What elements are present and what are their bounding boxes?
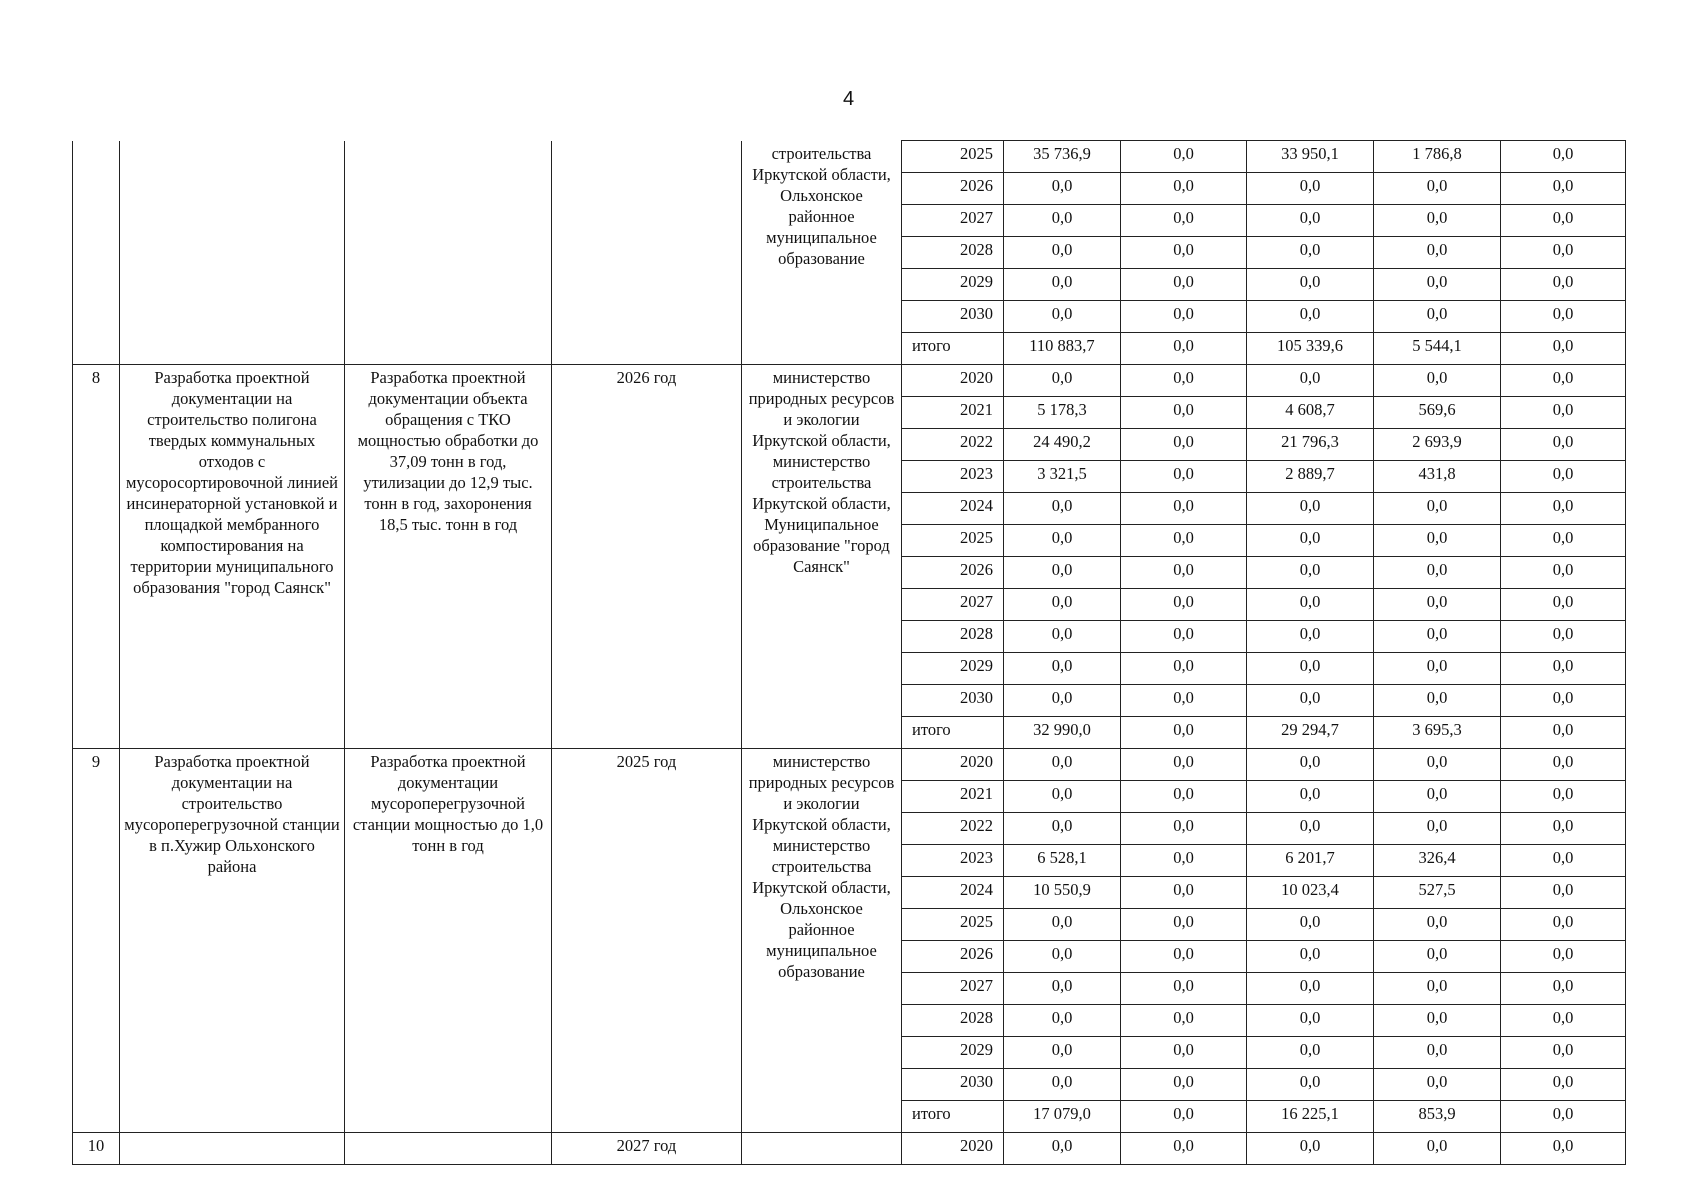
amount-cell-5: 0,0 <box>1501 269 1626 301</box>
amount-cell-3: 21 796,3 <box>1247 429 1374 461</box>
amount-cell-3: 0,0 <box>1247 173 1374 205</box>
amount-cell-5: 0,0 <box>1501 461 1626 493</box>
amount-cell-3: 0,0 <box>1247 941 1374 973</box>
amount-cell-5: 0,0 <box>1501 1069 1626 1101</box>
year-cell: 2024 <box>902 877 1004 909</box>
amount-cell-2: 0,0 <box>1121 1069 1247 1101</box>
year-cell: 2028 <box>902 1005 1004 1037</box>
amount-cell-3: 0,0 <box>1247 1037 1374 1069</box>
amount-cell-1: 0,0 <box>1004 1037 1121 1069</box>
amount-cell-4: 1 786,8 <box>1374 141 1501 173</box>
amount-cell-3: 105 339,6 <box>1247 333 1374 365</box>
amount-cell-4: 0,0 <box>1374 493 1501 525</box>
amount-cell-5: 0,0 <box>1501 141 1626 173</box>
amount-cell-3: 0,0 <box>1247 557 1374 589</box>
amount-cell-1: 5 178,3 <box>1004 397 1121 429</box>
amount-cell-1: 0,0 <box>1004 973 1121 1005</box>
amount-cell-5: 0,0 <box>1501 557 1626 589</box>
amount-cell-5: 0,0 <box>1501 1101 1626 1133</box>
amount-cell-1: 6 528,1 <box>1004 845 1121 877</box>
row-index <box>73 141 120 365</box>
amount-cell-1: 17 079,0 <box>1004 1101 1121 1133</box>
amount-cell-2: 0,0 <box>1121 973 1247 1005</box>
amount-cell-4: 0,0 <box>1374 813 1501 845</box>
amount-cell-2: 0,0 <box>1121 205 1247 237</box>
amount-cell-2: 0,0 <box>1121 781 1247 813</box>
event-title: Разработка проектной документации на строительство мусороперегрузочной станции в п.Хужир Ольхонского района <box>120 749 345 1133</box>
amount-cell-3: 0,0 <box>1247 205 1374 237</box>
amount-cell-4: 0,0 <box>1374 973 1501 1005</box>
year-cell: 2025 <box>902 141 1004 173</box>
amount-cell-4: 0,0 <box>1374 237 1501 269</box>
amount-cell-3: 0,0 <box>1247 301 1374 333</box>
amount-cell-2: 0,0 <box>1121 525 1247 557</box>
amount-cell-1: 35 736,9 <box>1004 141 1121 173</box>
amount-cell-5: 0,0 <box>1501 621 1626 653</box>
total-label: итого <box>902 717 1004 749</box>
amount-cell-1: 0,0 <box>1004 237 1121 269</box>
year-cell: 2025 <box>902 525 1004 557</box>
table-row <box>73 141 1626 173</box>
amount-cell-1: 0,0 <box>1004 941 1121 973</box>
amount-cell-2: 0,0 <box>1121 717 1247 749</box>
event-period: 2025 год <box>552 749 742 1133</box>
year-cell: 2025 <box>902 909 1004 941</box>
table-row <box>73 749 1626 781</box>
amount-cell-1: 0,0 <box>1004 813 1121 845</box>
amount-cell-4: 3 695,3 <box>1374 717 1501 749</box>
amount-cell-3: 0,0 <box>1247 909 1374 941</box>
amount-cell-4: 0,0 <box>1374 941 1501 973</box>
amount-cell-1: 0,0 <box>1004 173 1121 205</box>
amount-cell-1: 0,0 <box>1004 781 1121 813</box>
year-cell: 2020 <box>902 1133 1004 1165</box>
amount-cell-4: 0,0 <box>1374 173 1501 205</box>
amount-cell-2: 0,0 <box>1121 909 1247 941</box>
amount-cell-3: 0,0 <box>1247 621 1374 653</box>
amount-cell-2: 0,0 <box>1121 365 1247 397</box>
amount-cell-2: 0,0 <box>1121 685 1247 717</box>
amount-cell-1: 0,0 <box>1004 1133 1121 1165</box>
amount-cell-2: 0,0 <box>1121 461 1247 493</box>
event-executor: строительства Иркутской области, Ольхонское районное муниципальное образование <box>742 141 902 365</box>
event-description <box>345 141 552 365</box>
amount-cell-1: 0,0 <box>1004 621 1121 653</box>
year-cell: 2023 <box>902 845 1004 877</box>
year-cell: 2022 <box>902 429 1004 461</box>
amount-cell-3: 0,0 <box>1247 365 1374 397</box>
total-label: итого <box>902 1101 1004 1133</box>
amount-cell-5: 0,0 <box>1501 589 1626 621</box>
amount-cell-5: 0,0 <box>1501 973 1626 1005</box>
amount-cell-4: 326,4 <box>1374 845 1501 877</box>
amount-cell-4: 853,9 <box>1374 1101 1501 1133</box>
amount-cell-1: 10 550,9 <box>1004 877 1121 909</box>
row-index: 9 <box>73 749 120 1133</box>
event-executor <box>742 1133 902 1165</box>
table-row <box>73 1133 1626 1165</box>
amount-cell-2: 0,0 <box>1121 941 1247 973</box>
amount-cell-1: 0,0 <box>1004 685 1121 717</box>
budget-table-body <box>73 141 1626 1165</box>
amount-cell-4: 0,0 <box>1374 621 1501 653</box>
amount-cell-4: 5 544,1 <box>1374 333 1501 365</box>
year-cell: 2028 <box>902 621 1004 653</box>
amount-cell-1: 0,0 <box>1004 365 1121 397</box>
amount-cell-2: 0,0 <box>1121 589 1247 621</box>
year-cell: 2024 <box>902 493 1004 525</box>
budget-table <box>72 140 1626 1165</box>
amount-cell-2: 0,0 <box>1121 749 1247 781</box>
amount-cell-5: 0,0 <box>1501 237 1626 269</box>
amount-cell-3: 33 950,1 <box>1247 141 1374 173</box>
amount-cell-2: 0,0 <box>1121 141 1247 173</box>
year-cell: 2026 <box>902 941 1004 973</box>
amount-cell-3: 4 608,7 <box>1247 397 1374 429</box>
amount-cell-2: 0,0 <box>1121 1101 1247 1133</box>
year-cell: 2030 <box>902 301 1004 333</box>
amount-cell-2: 0,0 <box>1121 557 1247 589</box>
amount-cell-3: 0,0 <box>1247 237 1374 269</box>
amount-cell-4: 0,0 <box>1374 365 1501 397</box>
row-index: 10 <box>73 1133 120 1165</box>
amount-cell-2: 0,0 <box>1121 1133 1247 1165</box>
amount-cell-5: 0,0 <box>1501 1005 1626 1037</box>
year-cell: 2021 <box>902 781 1004 813</box>
amount-cell-4: 0,0 <box>1374 749 1501 781</box>
amount-cell-4: 0,0 <box>1374 685 1501 717</box>
amount-cell-1: 32 990,0 <box>1004 717 1121 749</box>
page-number: 4 <box>842 88 855 110</box>
amount-cell-1: 0,0 <box>1004 269 1121 301</box>
amount-cell-3: 0,0 <box>1247 685 1374 717</box>
year-cell: 2030 <box>902 685 1004 717</box>
amount-cell-5: 0,0 <box>1501 685 1626 717</box>
event-period <box>552 141 742 365</box>
year-cell: 2023 <box>902 461 1004 493</box>
amount-cell-5: 0,0 <box>1501 493 1626 525</box>
amount-cell-5: 0,0 <box>1501 365 1626 397</box>
amount-cell-5: 0,0 <box>1501 301 1626 333</box>
row-index: 8 <box>73 365 120 749</box>
amount-cell-5: 0,0 <box>1501 525 1626 557</box>
amount-cell-4: 527,5 <box>1374 877 1501 909</box>
year-cell: 2029 <box>902 269 1004 301</box>
amount-cell-4: 0,0 <box>1374 1133 1501 1165</box>
amount-cell-3: 0,0 <box>1247 813 1374 845</box>
amount-cell-5: 0,0 <box>1501 1037 1626 1069</box>
amount-cell-4: 431,8 <box>1374 461 1501 493</box>
amount-cell-3: 0,0 <box>1247 1005 1374 1037</box>
event-title: Разработка проектной документации на строительство полигона твердых коммунальных отходов с мусоросортировочной линией инсинераторной установкой и площадкой мембранного компостирования на территории муниципального образования "город Саянск" <box>120 365 345 749</box>
amount-cell-2: 0,0 <box>1121 301 1247 333</box>
amount-cell-5: 0,0 <box>1501 717 1626 749</box>
amount-cell-1: 3 321,5 <box>1004 461 1121 493</box>
amount-cell-4: 0,0 <box>1374 269 1501 301</box>
amount-cell-1: 0,0 <box>1004 493 1121 525</box>
amount-cell-5: 0,0 <box>1501 429 1626 461</box>
year-cell: 2026 <box>902 173 1004 205</box>
amount-cell-5: 0,0 <box>1501 749 1626 781</box>
amount-cell-2: 0,0 <box>1121 493 1247 525</box>
amount-cell-1: 0,0 <box>1004 557 1121 589</box>
amount-cell-5: 0,0 <box>1501 813 1626 845</box>
event-title <box>120 141 345 365</box>
year-cell: 2020 <box>902 365 1004 397</box>
amount-cell-2: 0,0 <box>1121 429 1247 461</box>
amount-cell-3: 0,0 <box>1247 973 1374 1005</box>
amount-cell-5: 0,0 <box>1501 845 1626 877</box>
amount-cell-5: 0,0 <box>1501 397 1626 429</box>
amount-cell-1: 0,0 <box>1004 909 1121 941</box>
amount-cell-4: 569,6 <box>1374 397 1501 429</box>
amount-cell-1: 110 883,7 <box>1004 333 1121 365</box>
amount-cell-5: 0,0 <box>1501 1133 1626 1165</box>
event-executor: министерство природных ресурсов и экологии Иркутской области, министерство строительства Иркутской области, Ольхонское районное муниципальное образование <box>742 749 902 1133</box>
amount-cell-4: 0,0 <box>1374 525 1501 557</box>
amount-cell-2: 0,0 <box>1121 877 1247 909</box>
amount-cell-3: 0,0 <box>1247 781 1374 813</box>
year-cell: 2030 <box>902 1069 1004 1101</box>
amount-cell-5: 0,0 <box>1501 173 1626 205</box>
amount-cell-4: 0,0 <box>1374 301 1501 333</box>
amount-cell-3: 0,0 <box>1247 589 1374 621</box>
amount-cell-2: 0,0 <box>1121 813 1247 845</box>
amount-cell-2: 0,0 <box>1121 333 1247 365</box>
event-description: Разработка проектной документации объекта обращения с ТКО мощностью обработки до 37,09 тонн в год, утилизации до 12,9 тыс. тонн в год, захоронения 18,5 тыс. тонн в год <box>345 365 552 749</box>
amount-cell-3: 0,0 <box>1247 1069 1374 1101</box>
event-period: 2027 год <box>552 1133 742 1165</box>
event-executor: министерство природных ресурсов и экологии Иркутской области, министерство строительства Иркутской области, Муниципальное образование "город Саянск" <box>742 365 902 749</box>
amount-cell-3: 6 201,7 <box>1247 845 1374 877</box>
amount-cell-5: 0,0 <box>1501 909 1626 941</box>
year-cell: 2027 <box>902 589 1004 621</box>
amount-cell-1: 0,0 <box>1004 589 1121 621</box>
amount-cell-1: 0,0 <box>1004 1005 1121 1037</box>
amount-cell-1: 0,0 <box>1004 749 1121 781</box>
event-description <box>345 1133 552 1165</box>
amount-cell-3: 0,0 <box>1247 269 1374 301</box>
amount-cell-5: 0,0 <box>1501 205 1626 237</box>
amount-cell-1: 0,0 <box>1004 301 1121 333</box>
amount-cell-4: 0,0 <box>1374 909 1501 941</box>
amount-cell-3: 0,0 <box>1247 525 1374 557</box>
amount-cell-5: 0,0 <box>1501 333 1626 365</box>
amount-cell-1: 0,0 <box>1004 653 1121 685</box>
amount-cell-5: 0,0 <box>1501 941 1626 973</box>
amount-cell-1: 0,0 <box>1004 205 1121 237</box>
amount-cell-3: 0,0 <box>1247 493 1374 525</box>
amount-cell-2: 0,0 <box>1121 397 1247 429</box>
amount-cell-2: 0,0 <box>1121 621 1247 653</box>
amount-cell-2: 0,0 <box>1121 237 1247 269</box>
amount-cell-4: 0,0 <box>1374 557 1501 589</box>
year-cell: 2022 <box>902 813 1004 845</box>
amount-cell-4: 0,0 <box>1374 589 1501 621</box>
amount-cell-4: 0,0 <box>1374 205 1501 237</box>
year-cell: 2029 <box>902 1037 1004 1069</box>
amount-cell-3: 2 889,7 <box>1247 461 1374 493</box>
amount-cell-4: 0,0 <box>1374 1069 1501 1101</box>
amount-cell-5: 0,0 <box>1501 781 1626 813</box>
amount-cell-2: 0,0 <box>1121 653 1247 685</box>
total-label: итого <box>902 333 1004 365</box>
amount-cell-1: 0,0 <box>1004 525 1121 557</box>
amount-cell-4: 2 693,9 <box>1374 429 1501 461</box>
amount-cell-5: 0,0 <box>1501 653 1626 685</box>
event-title <box>120 1133 345 1165</box>
year-cell: 2020 <box>902 749 1004 781</box>
amount-cell-2: 0,0 <box>1121 173 1247 205</box>
amount-cell-2: 0,0 <box>1121 269 1247 301</box>
year-cell: 2021 <box>902 397 1004 429</box>
amount-cell-4: 0,0 <box>1374 781 1501 813</box>
amount-cell-3: 0,0 <box>1247 1133 1374 1165</box>
amount-cell-3: 0,0 <box>1247 749 1374 781</box>
amount-cell-2: 0,0 <box>1121 1005 1247 1037</box>
amount-cell-4: 0,0 <box>1374 653 1501 685</box>
amount-cell-3: 29 294,7 <box>1247 717 1374 749</box>
amount-cell-2: 0,0 <box>1121 1037 1247 1069</box>
amount-cell-4: 0,0 <box>1374 1037 1501 1069</box>
table-row <box>73 365 1626 397</box>
event-period: 2026 год <box>552 365 742 749</box>
year-cell: 2026 <box>902 557 1004 589</box>
year-cell: 2029 <box>902 653 1004 685</box>
amount-cell-3: 0,0 <box>1247 653 1374 685</box>
amount-cell-3: 16 225,1 <box>1247 1101 1374 1133</box>
amount-cell-5: 0,0 <box>1501 877 1626 909</box>
year-cell: 2028 <box>902 237 1004 269</box>
amount-cell-1: 24 490,2 <box>1004 429 1121 461</box>
amount-cell-3: 10 023,4 <box>1247 877 1374 909</box>
year-cell: 2027 <box>902 973 1004 1005</box>
year-cell: 2027 <box>902 205 1004 237</box>
event-description: Разработка проектной документации мусороперегрузочной станции мощностью до 1,0 тонн в год <box>345 749 552 1133</box>
amount-cell-1: 0,0 <box>1004 1069 1121 1101</box>
amount-cell-2: 0,0 <box>1121 845 1247 877</box>
amount-cell-4: 0,0 <box>1374 1005 1501 1037</box>
